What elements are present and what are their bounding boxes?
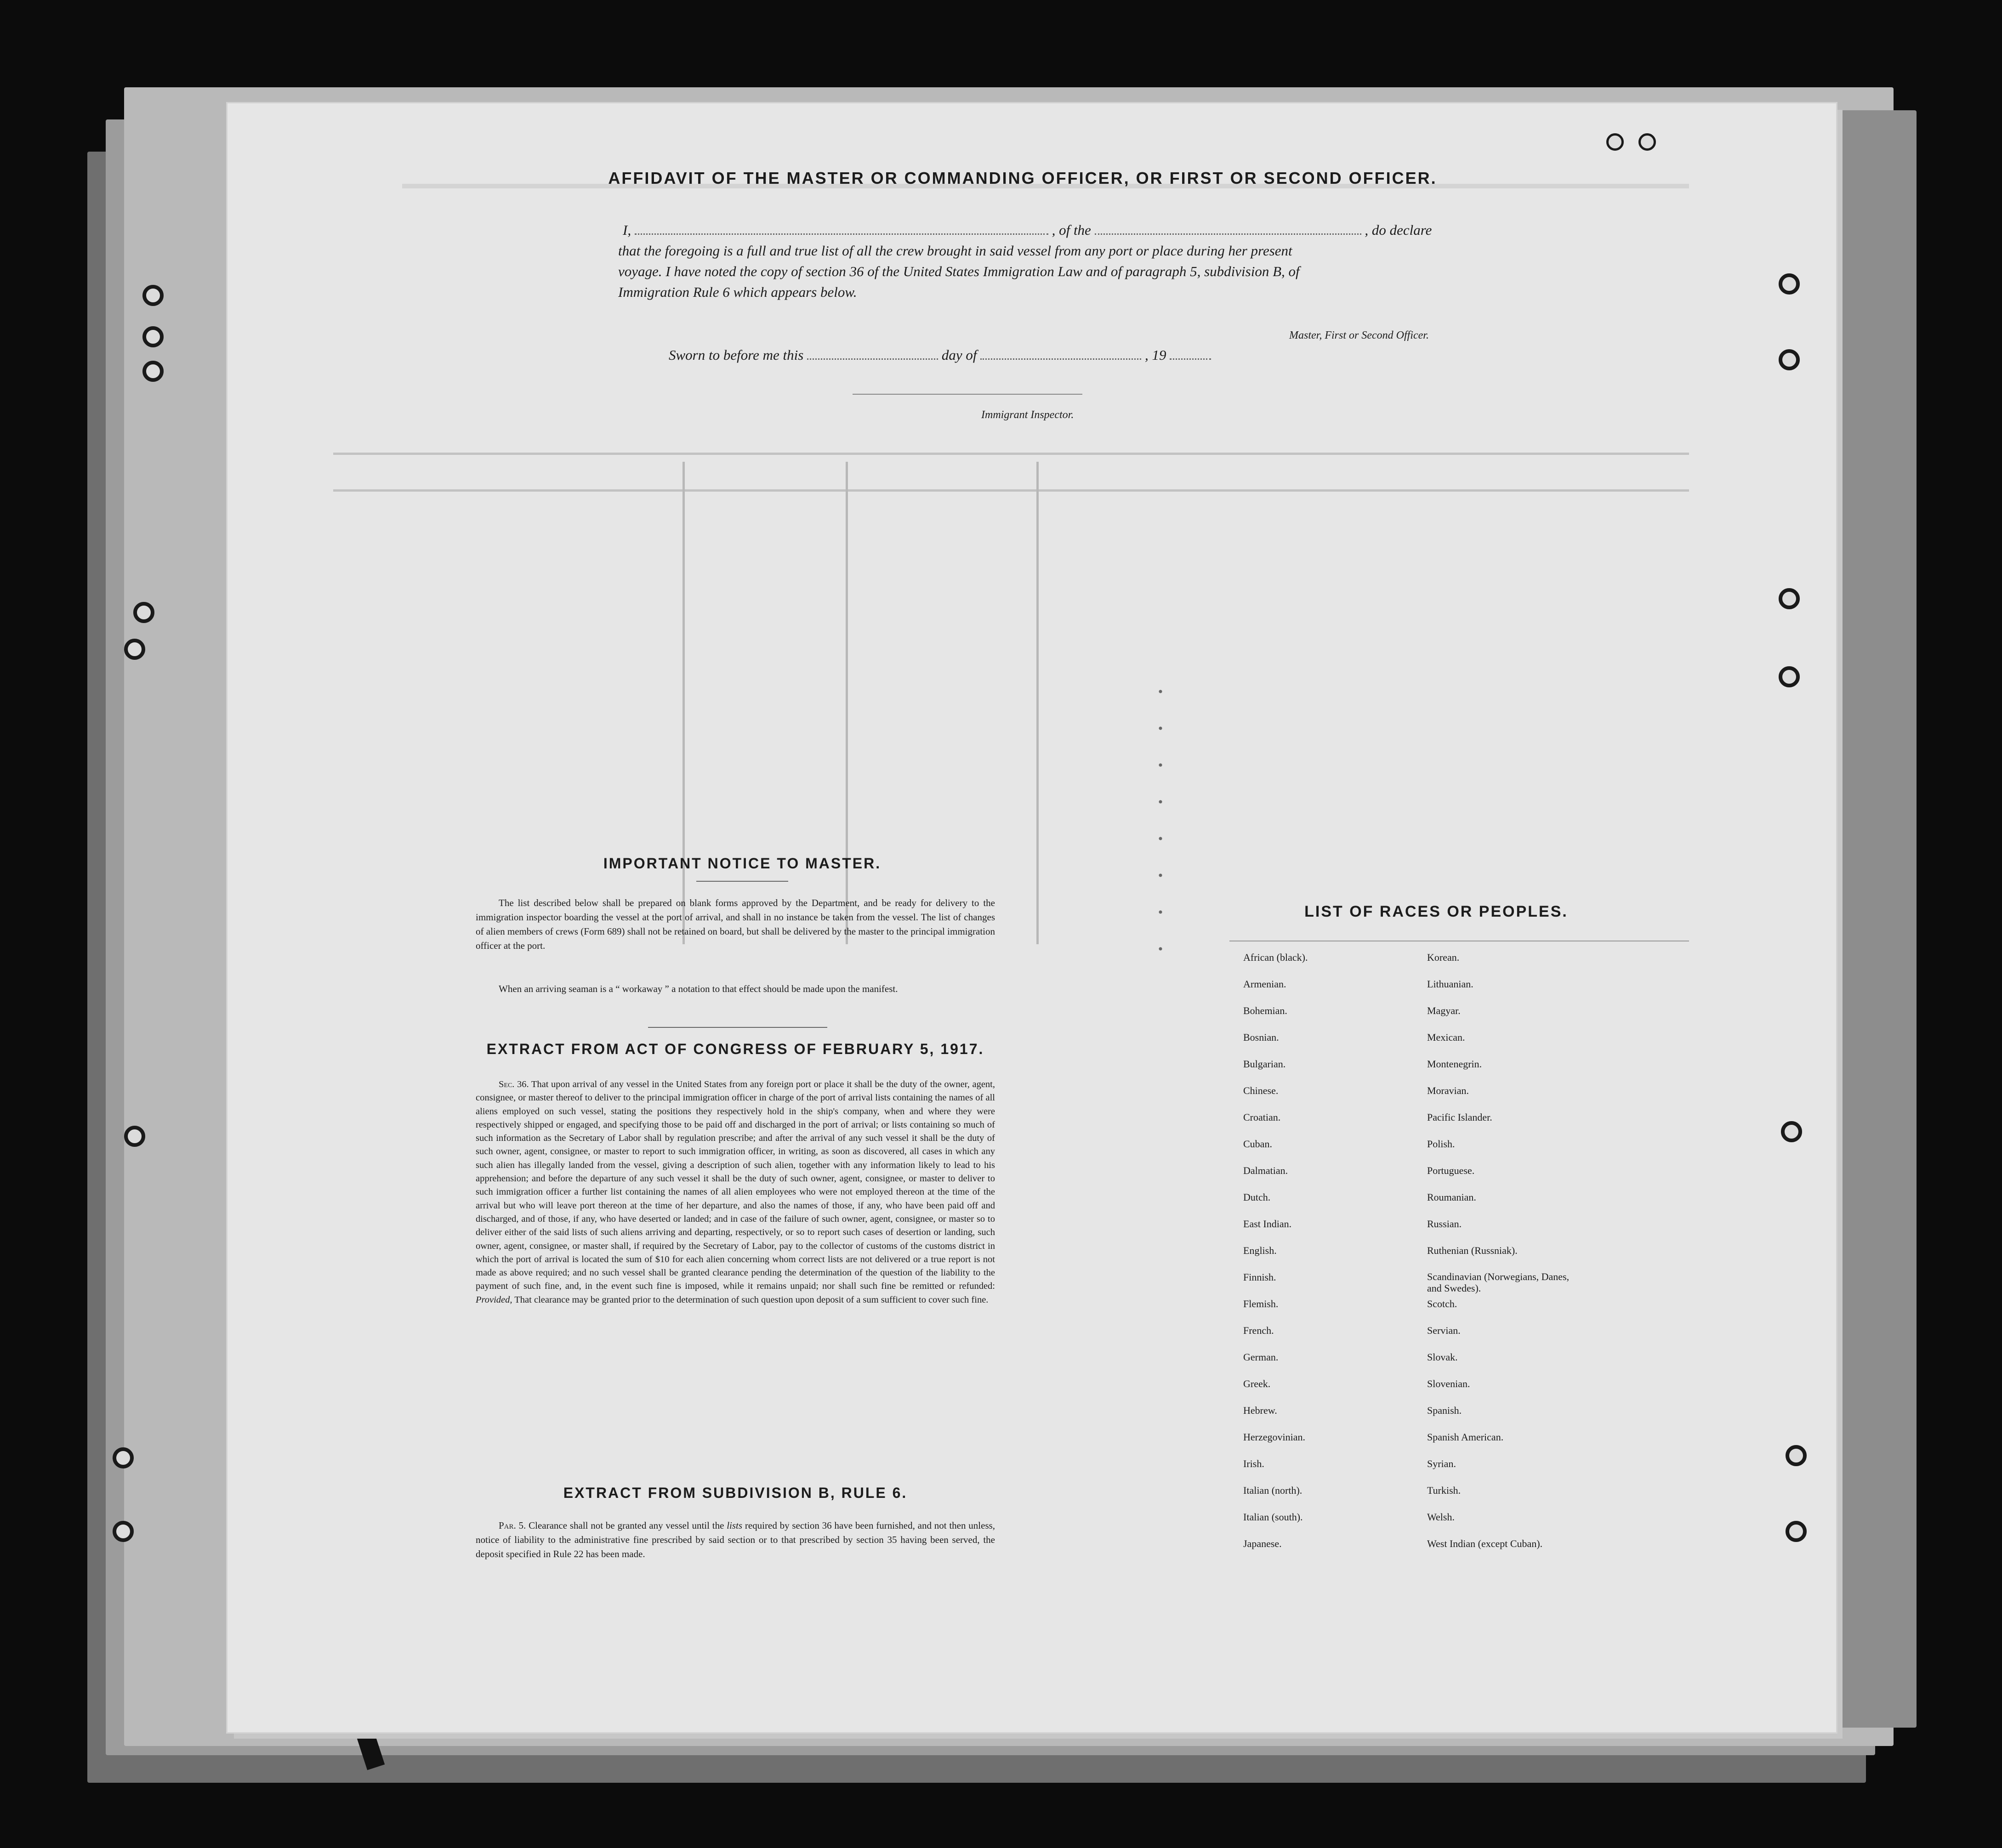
race-item: Pacific Islander. [1427,1111,1492,1123]
race-item: Dutch. [1243,1191,1271,1203]
race-item: English. [1243,1245,1277,1256]
punch-hole-icon [1779,666,1800,687]
punch-hole-icon [1786,1521,1807,1542]
race-item: Bosnian. [1243,1032,1279,1043]
race-item: Polish. [1427,1138,1455,1150]
extract-act-paragraph [476,1078,995,1307]
race-item: Italian (north). [1243,1485,1302,1496]
punch-hole-icon [142,285,164,306]
sworn-label: Sworn to before me this [669,347,804,363]
race-item: Lithuanian. [1427,978,1473,990]
races-right-column [1427,951,1657,1564]
dot-column [1151,673,1170,958]
race-item: Spanish. [1427,1405,1462,1416]
race-item: Bohemian. [1243,1005,1287,1016]
punch-hole-icon [1779,588,1800,609]
extract-act-heading: EXTRACT FROM ACT OF CONGRESS OF FEBRUARY 5, 1917. [486,1041,984,1057]
race-item: Portuguese. [1427,1165,1475,1176]
punch-hole-icon [1779,273,1800,295]
race-item: Russian. [1427,1218,1462,1230]
affidavit-line-2: that the foregoing is a full and true list of all the crew brought in said vessel from any port or place during her present [618,243,1292,259]
notice-paragraph-1-text: The list described below shall be prepared on blank forms approved by the Department, and be ready for delivery to the immigration inspector boarding the vessel at the port of arrival, and shall in no instance be taken from the vessel. The list of changes of alien members of crews (Form 689) shall not be retained on board, but shall be delivered by the master to the principal immigration officer at the port. [476,897,995,951]
notice-paragraph-2-text: When an arriving seaman is a “ workaway ” a notation to that effect should be made upon the manifest. [499,983,898,994]
section-36-text: That upon arrival of any vessel in the United States from any foreign port or place it shall be the duty of the owner, agent, consignee, or master thereof to deliver to the principal immigration officer in charge of the port of arrival lists containing the names of all aliens employed on such vessel, stating the positions they respectively hold in the ship's company, when and where they were respectively shipped or engaged, and specifying those to be paid off and discharged in the port of arrival; or lists containing so much of such information as the Secretary of Labor shall by regulation prescribe; and after the arrival of any such vessel it shall be the duty of such owner, agent, consignee, or master to report to such immigration officer, in writing, as soon as discovered, all cases in which any such alien has illegally landed from the vessel, giving a description of such alien, together with any information likely to lead to his apprehension; and before the departure of any such vessel it shall be the duty of such owner, agent, consignee, or master to deliver to such immigration officer a further list containing the names of all alien employees who were not employed thereon at the time of the arrival but who will leave port thereon at the time of her departure, and also the names of those, if any, who have been paid off and discharged, and of those, if any, who have deserted or landed; and in case of the failure of such owner, agent, consignee, or master so to deliver either of the said lists of such aliens arriving and departing, respectively, or so to report such cases of desertion or landing, such owner, agent, consignee, or master shall, if required by the Secretary of Labor, pay to the collector of customs of the customs district in which the port of arrival is located the sum of $10 for each alien concerning whom correct lists are not delivered or a true report is not made as above required; and no such vessel shall be granted clearance pending the determination of the question of the liability to the payment of such fine, and, in the event such fine is imposed, while it remains unpaid; nor shall such fine be remitted or refunded: [476,1079,995,1292]
vessel-blank [1095,233,1361,235]
race-item: Mexican. [1427,1032,1465,1043]
race-item: French. [1243,1325,1274,1336]
bleed-through-line [333,453,1689,455]
notice-heading-rule [696,881,788,882]
race-item: Welsh. [1427,1511,1455,1523]
punch-hole-icon [124,639,145,660]
affidavit-of-the-label: , of the [1052,222,1091,238]
punch-hole-icon [1638,133,1656,151]
affidavit-i-label: I, [623,222,631,238]
inspector-signature-line [853,394,1082,395]
race-item: Scandinavian (Norwegians, Danes, and Swedes). [1427,1271,1570,1294]
punch-hole-icon [124,1126,145,1147]
punch-hole-icon [1786,1445,1807,1466]
race-item: Greek. [1243,1378,1271,1389]
race-item: Japanese. [1243,1538,1282,1549]
sworn-year-blank [1170,358,1211,360]
race-item: Bulgarian. [1243,1058,1286,1070]
race-item: Scotch. [1427,1298,1457,1309]
race-item: Slovenian. [1427,1378,1470,1389]
race-item: African (black). [1243,952,1308,963]
race-item: Servian. [1427,1325,1461,1336]
race-item: Dalmatian. [1243,1165,1288,1176]
sworn-day-blank [807,358,938,360]
race-item: Turkish. [1427,1485,1461,1496]
punch-hole-icon [142,326,164,347]
affidavit-line-3: voyage. I have noted the copy of section 36 of the United States Immigration Law and of paragraph 5, subdivision B, of [618,263,1300,279]
race-item: Cuban. [1243,1138,1272,1150]
inspector-caption: Immigrant Inspector. [981,409,1074,421]
races-list [1243,951,1703,1571]
name-blank [635,233,1048,235]
race-item: West Indian (except Cuban). [1427,1538,1543,1549]
notice-paragraph-2 [476,982,995,996]
extract-rule-heading: EXTRACT FROM SUBDIVISION B, RULE 6. [563,1485,908,1501]
provided-label: Provided, [476,1294,512,1305]
affidavit-line-1 [623,222,1717,238]
paragraph-5-text-b: required by section 36 have been furnished, and not then unless, notice of liability to the administrative fine prescribed by said section or to that prescribed by section 35 having been served, the deposit specified in Rule 22 has been made. [476,1520,995,1559]
sworn-line [669,347,1211,363]
race-item: Finnish. [1243,1271,1276,1283]
race-item: Italian (south). [1243,1511,1303,1523]
extract-rule-paragraph [476,1519,995,1561]
paragraph-5-text-a: Clearance shall not be granted any vessel until the [529,1520,724,1531]
race-item: East Indian. [1243,1218,1292,1230]
lists-word: lists [727,1520,743,1531]
race-item: Ruthenian (Russniak). [1427,1245,1518,1256]
punch-hole-icon [113,1521,134,1542]
punch-hole-icon [1779,349,1800,370]
race-item: Flemish. [1243,1298,1279,1309]
race-item: German. [1243,1351,1279,1363]
notice-paragraph-1 [476,896,995,953]
race-item: Montenegrin. [1427,1058,1482,1070]
race-item: Magyar. [1427,1005,1461,1016]
race-item: Syrian. [1427,1458,1456,1469]
affidavit-line-4: Immigration Rule 6 which appears below. [618,284,857,300]
section-36-label: Sec. 36. [499,1079,529,1089]
document-page [228,103,1836,1732]
punch-hole-icon [113,1447,134,1468]
bleed-through-line [333,489,1689,492]
signature-caption: Master, First or Second Officer. [1289,329,1429,341]
race-item: Korean. [1427,952,1460,963]
notice-heading: IMPORTANT NOTICE TO MASTER. [603,855,882,872]
punch-hole-icon [1606,133,1624,151]
section-36-text-end: That clearance may be granted prior to the determination of such question upon deposit of a sum sufficient to cover such fine. [514,1294,989,1305]
race-item: Moravian. [1427,1085,1469,1096]
paragraph-5-label: Par. 5. [499,1520,526,1531]
races-heading: LIST OF RACES OR PEOPLES. [1304,903,1568,920]
punch-hole-icon [142,361,164,382]
race-item: Armenian. [1243,978,1286,990]
day-of-label: day of [941,347,977,363]
sworn-month-blank [980,358,1141,360]
race-item: Chinese. [1243,1085,1279,1096]
race-item: Roumanian. [1427,1191,1476,1203]
race-item: Hebrew. [1243,1405,1277,1416]
bleed-through-line [1036,462,1039,944]
race-item: Spanish American. [1427,1431,1504,1443]
race-item: Herzegovinian. [1243,1431,1305,1443]
section-divider [648,1027,827,1028]
punch-hole-icon [133,602,154,623]
race-item: Irish. [1243,1458,1264,1469]
affidavit-heading: AFFIDAVIT OF THE MASTER OR COMMANDING OFFICER, OR FIRST OR SECOND OFFICER. [608,169,1437,187]
race-item: Slovak. [1427,1351,1458,1363]
races-left-column [1243,951,1427,1564]
affidavit-declare-label: , do declare [1365,222,1432,238]
race-item: Croatian. [1243,1111,1281,1123]
year-label: , 19 [1144,347,1166,363]
punch-hole-icon [1781,1121,1802,1142]
